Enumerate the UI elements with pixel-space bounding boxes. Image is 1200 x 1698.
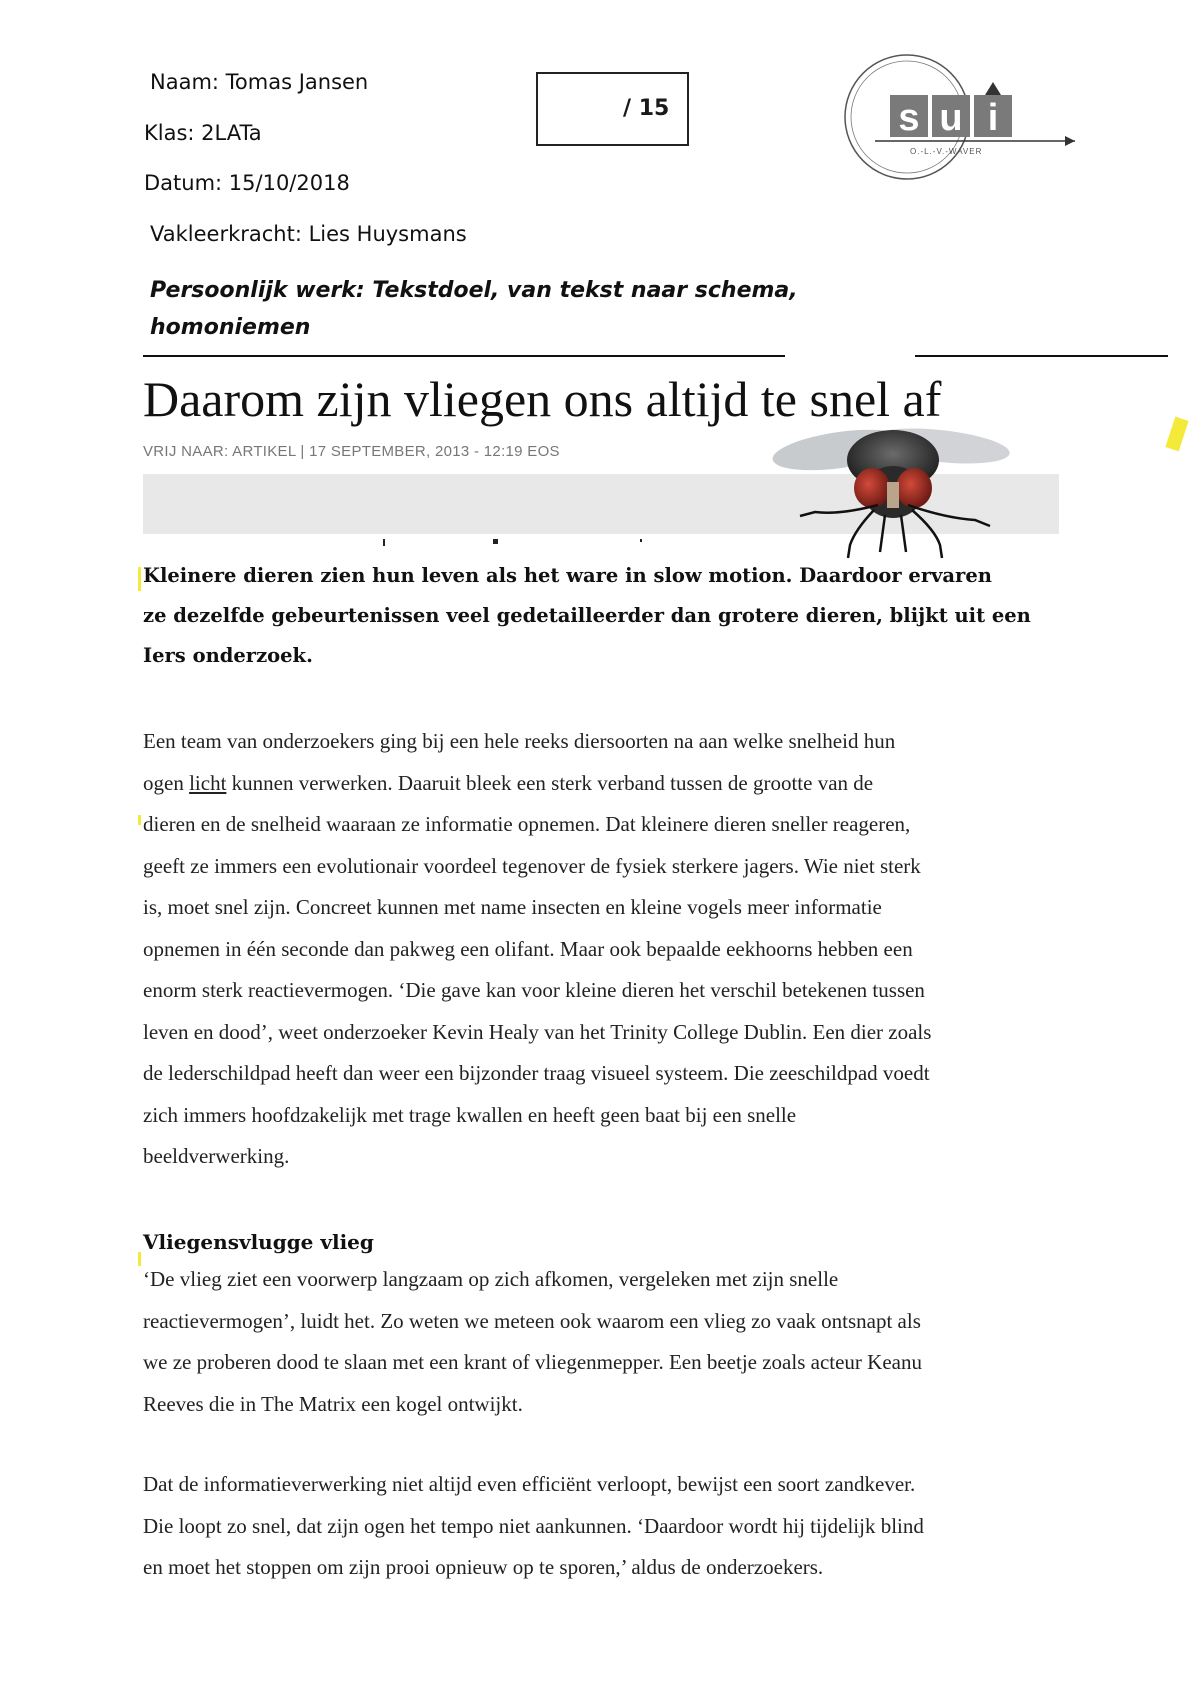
- date-label: Datum: 15/10/2018: [144, 171, 350, 195]
- lead-line: Kleinere dieren zien hun leven als het ware in slow motion. Daardoor ervaren: [143, 564, 992, 587]
- body-line: de lederschildpad heeft dan weer een bijzonder traag visueel systeem. Die zeeschildpad voedt: [143, 1061, 930, 1085]
- article-subheading: Vliegensvlugge vlieg: [143, 1230, 374, 1254]
- underlined-word: licht: [189, 770, 227, 795]
- subtitle-line-1: Persoonlijk werk: Tekstdoel, van tekst naar schema,: [150, 278, 798, 303]
- body-line-fragment: kunnen verwerken. Daaruit bleek een sterk verband tussen de grootte van de: [226, 770, 874, 795]
- teacher-label: Vakleerkracht: Lies Huysmans: [150, 222, 467, 246]
- body-line: dieren en de snelheid waaraan ze informatie opnemen. Dat kleinere dieren sneller reageren,: [143, 812, 911, 836]
- highlight-mark: [138, 567, 141, 591]
- body-line: [143, 763, 1153, 805]
- body-line: geeft ze immers een evolutionair voordeel tegenover de fysiek sterkere jagers. Wie niet sterk: [143, 853, 921, 878]
- body-line: Reeves die in The Matrix een kogel ontwijkt.: [143, 1391, 523, 1416]
- body-line: leven en dood’, weet onderzoeker Kevin Healy van het Trinity College Dublin. Een dier zoals: [143, 1019, 932, 1044]
- body-line-fragment: ogen: [143, 770, 190, 795]
- article-byline: VRIJ NAAR: ARTIKEL | 17 SEPTEMBER, 2013 - 12:19 EOS: [143, 443, 560, 460]
- logo-tagline: O.-L.-V.-WAVER: [910, 147, 983, 156]
- student-name: Naam: Tomas Jansen: [150, 70, 369, 94]
- assignment-subtitle: [150, 272, 850, 346]
- stray-mark: [493, 539, 498, 544]
- article-title: Daarom zijn vliegen ons altijd te snel af: [143, 371, 942, 427]
- highlight-mark: [138, 815, 141, 825]
- body-line: zich immers hoofdzakelijk met trage kwallen en heeft geen baat bij een snelle: [143, 1102, 797, 1127]
- body-line: Dat de informatieverwerking niet altijd even efficiënt verloopt, bewijst een soort zandkever.: [143, 1472, 916, 1496]
- stray-mark: [640, 539, 642, 542]
- logo-letter-u: u: [939, 97, 963, 139]
- body-line: opnemen in één seconde dan pakweg een olifant. Maar ook bepaalde eekhoorns hebben een: [143, 936, 913, 961]
- divider-right: [915, 355, 1168, 357]
- highlight-mark: [1165, 417, 1188, 452]
- lead-line: ze dezelfde gebeurtenissen veel gedetailleerder dan grotere dieren, blijkt uit een: [143, 604, 1031, 627]
- article-paragraph-2: [143, 1259, 1153, 1425]
- body-line: Die loopt zo snel, dat zijn ogen het tempo niet aankunnen. ‘Daardoor wordt hij tijdelijk blind: [143, 1513, 924, 1538]
- body-line: beeldverwerking.: [143, 1144, 290, 1168]
- sui-logo-graphic: [835, 50, 1085, 185]
- divider-left: [143, 355, 785, 357]
- logo-letter-s: s: [898, 97, 920, 139]
- body-line: enorm sterk reactievermogen. ‘Die gave kan voor kleine dieren het verschil betekenen tussen: [143, 978, 925, 1002]
- article-paragraph-3: [143, 1464, 1153, 1589]
- body-line: en moet het stoppen om zijn prooi opnieuw op te sporen,’ aldus de onderzoekers.: [143, 1555, 824, 1579]
- highlight-mark: [138, 1252, 141, 1266]
- body-line: is, moet snel zijn. Concreet kunnen met name insecten en kleine vogels meer informatie: [143, 895, 882, 919]
- body-line: Een team van onderzoekers ging bij een hele reeks diersoorten na aan welke snelheid hun: [143, 729, 896, 753]
- article-lead: [143, 556, 1153, 676]
- fly-illustration: [760, 420, 1025, 560]
- class-label: Klas: 2LATa: [144, 121, 262, 145]
- fly-image: [760, 420, 1025, 560]
- score-box: [536, 72, 689, 146]
- stray-mark: [383, 539, 385, 546]
- body-line: we ze proberen dood te slaan met een krant of vliegenmepper. Een beetje zoals acteur Keanu: [143, 1350, 922, 1374]
- body-line: reactievermogen’, luidt het. Zo weten we meteen ook waarom een vlieg zo vaak ontsnapt als: [143, 1308, 921, 1333]
- body-line: ‘De vlieg ziet een voorwerp langzaam op zich afkomen, vergeleken met zijn snelle: [143, 1267, 839, 1291]
- subtitle-line-2: homoniemen: [150, 315, 311, 340]
- article-paragraph-1: [143, 721, 1153, 1178]
- logo-letter-i: i: [987, 97, 999, 139]
- lead-line: Iers onderzoek.: [143, 644, 313, 667]
- school-logo: [835, 50, 1085, 185]
- score-total: / 15: [623, 96, 670, 121]
